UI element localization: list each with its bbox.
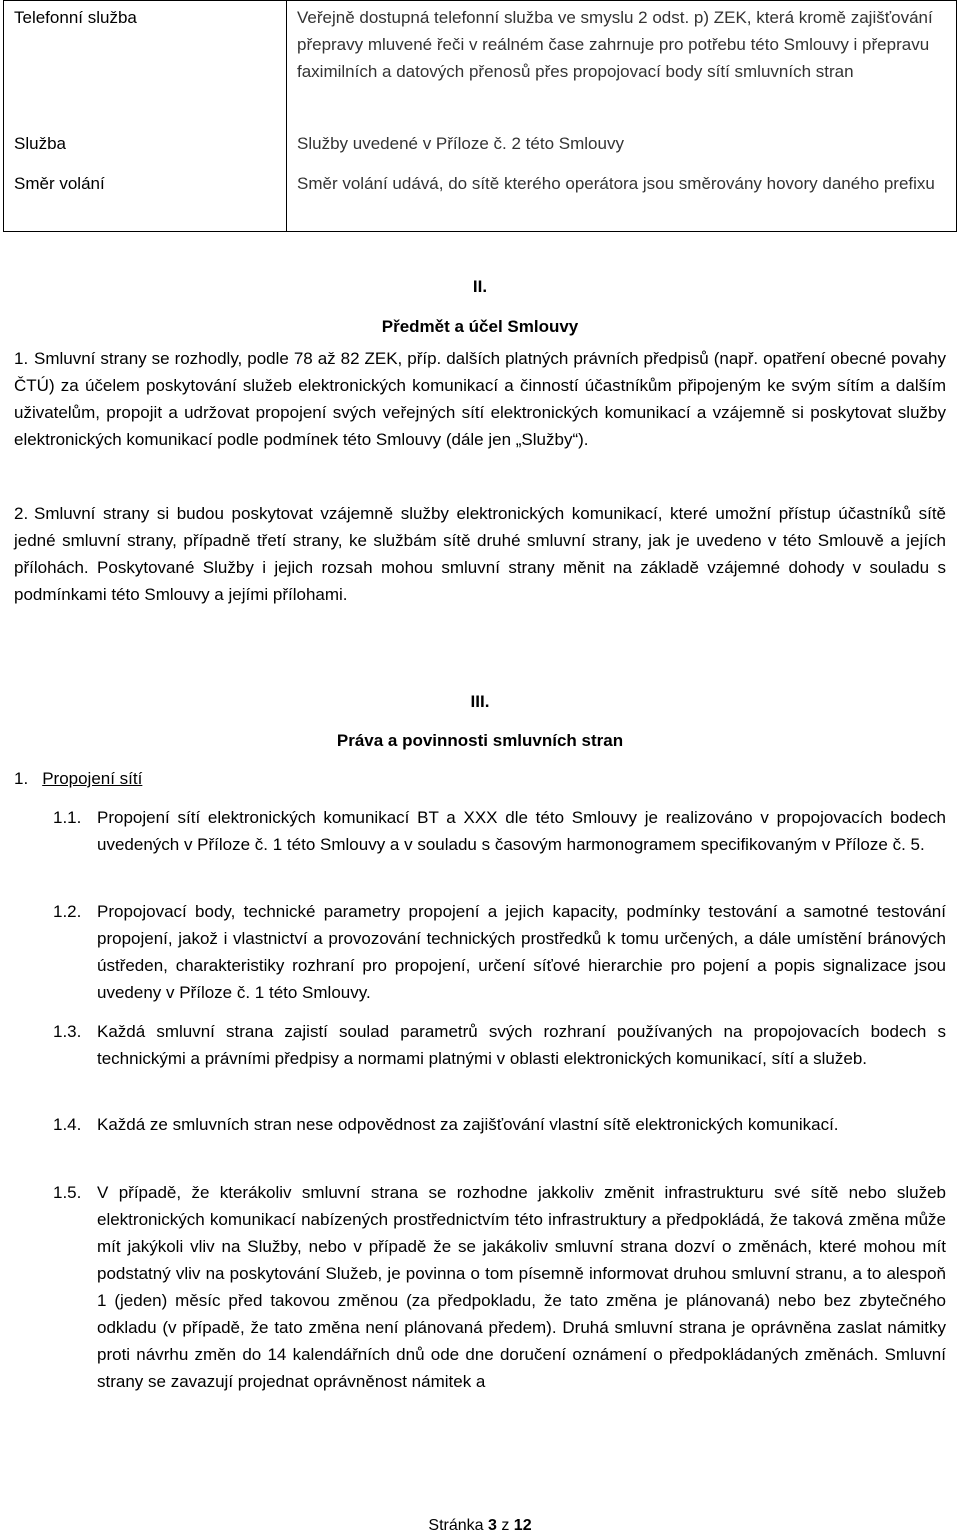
definition-description: Veřejně dostupná telefonní služba ve smyslu 2 odst. p) ZEK, která kromě zajišťování přepravy mluvené řeči v reálném čase zahrnuje pro potřebu této Smlouvy i přepravu faximilních a datových přenosů přes propojovací body sítí smluvních stran: [297, 8, 933, 81]
paragraph-number: 2.: [14, 504, 29, 523]
list-item: [53, 898, 946, 1006]
paragraph-text: Smluvní strany se rozhodly, podle 78 až 82 ZEK, příp. dalších platných právních předpisů (např. opatření obecné povahy ČTÚ) za účelem poskytování služeb elektronických komunikací a činností účastníkům připojeným ke svým sítím a dalším uživatelům, propojit a udržovat propojení svých veřejných sítí elektronických komunikací a vzájemně si poskytovat služby elektronických komunikací podle podmínek této Smlouvy (dále jen „Služby“).: [14, 349, 946, 449]
section-title: Předmět a účel Smlouvy: [381, 317, 579, 336]
definition-term: Telefonní služba: [14, 8, 137, 27]
item-text: Propojení sítí elektronických komunikací BT a XXX dle této Smlouvy je realizováno v propojovacích bodech uvedených v Příloze č. 1 této Smlouvy a v souladu s časovým harmonogramem specifikovaným v Příloze č. 5.: [97, 808, 946, 854]
definitions-table: [3, 0, 957, 232]
footer-separator: z: [501, 1517, 510, 1534]
term-column: [4, 1, 287, 232]
list-item: [53, 1111, 946, 1138]
footer-page-number: 3: [487, 1517, 497, 1534]
item-number: 1.4.: [53, 1115, 82, 1134]
paragraph-number: 1.: [14, 349, 29, 368]
footer-prefix: Stránka: [428, 1517, 484, 1534]
definition-description: Směr volání udává, do sítě kterého operátora jsou směrovány hovory daného prefixu: [297, 174, 935, 193]
item-number: 1.1.: [53, 808, 82, 827]
item-text: Každá smluvní strana zajistí soulad parametrů svých rozhraní používaných na propojovacích bodech s technickými a právními předpisy a normami platnými v oblasti elektronických komunikací, sítí a služeb.: [97, 1022, 946, 1068]
section-title: Práva a povinnosti smluvních stran: [336, 731, 624, 750]
definition-term: Směr volání: [14, 174, 105, 193]
item-number: 1.3.: [53, 1022, 82, 1041]
subsection-label: Propojení sítí: [42, 769, 143, 788]
definition-description: Služby uvedené v Příloze č. 2 této Smlouvy: [297, 134, 624, 153]
description-column: [287, 1, 957, 232]
item-text: V případě, že kterákoliv smluvní strana se rozhodne jakkoliv změnit infrastrukturu své sítě nebo služeb elektronických komunikací nabízených prostřednictvím této infrastruktury a předpokládá, že taková změna může mít jakýkoli vliv na Služby, nebo v případě že se jakákoliv smluvní strana dozví o změnách, které mohou mít podstatný vliv na poskytování Služeb, je povinna o tom písemně informovat druhou smluvní stranu, a to alespoň 1 (jeden) měsíc před takovou změnou (za předpokladu, že tato změna je plánovaná) nebo bez zbytečného odkladu (v případě, že tato změna není plánovaná předem). Druhá smluvní strana je oprávněna zaslat námitky proti návrhu změn do 14 kalendářních dnů ode dne doručení oznámení o předpokládaných změnách. Smluvní strany se zavazují projednat oprávněnost námitek a: [97, 1183, 946, 1391]
subsection-heading: [14, 765, 142, 792]
item-number: 1.2.: [53, 902, 82, 921]
item-text: Propojovací body, technické parametry propojení a jejich kapacity, podmínky testování a samotné testování propojení, jakož i vlastnictví a provozování technických prostředků k tomu určených, a dále umístění bránových ústředen, charakteristiky rozhraní pro propojení, určení síťové hierarchie pro pojení a popis signalizace jsou uvedeny v Příloze č. 1 této Smlouvy.: [97, 902, 946, 1002]
section-number: III.: [470, 692, 490, 711]
paragraph: [14, 500, 946, 608]
definition-term: Služba: [14, 134, 66, 153]
section-number: II.: [472, 277, 488, 296]
list-item: [53, 1179, 946, 1395]
page-footer: [0, 1512, 960, 1534]
item-text: Každá ze smluvních stran nese odpovědnost za zajišťování vlastní sítě elektronických komunikací.: [97, 1115, 839, 1134]
item-number: 1.5.: [53, 1183, 82, 1202]
list-item: [53, 804, 946, 858]
paragraph: [14, 345, 946, 453]
footer-total-pages: 12: [513, 1517, 532, 1534]
list-item: [53, 1018, 946, 1072]
definitions-row: [4, 1, 957, 232]
paragraph-text: Smluvní strany si budou poskytovat vzájemně služby elektronických komunikací, které umožní přístup účastníků sítě jedné smluvní strany, případně třetí strany, ke službám sítě druhé smluvní strany, jak je uvedeno v této Smlouvě a jejích přílohách. Poskytované Služby i jejich rozsah mohou smluvní strany měnit na základě vzájemné dohody v souladu s podmínkami této Smlouvy a jejími přílohami.: [14, 504, 946, 604]
subsection-number: 1.: [14, 769, 29, 788]
